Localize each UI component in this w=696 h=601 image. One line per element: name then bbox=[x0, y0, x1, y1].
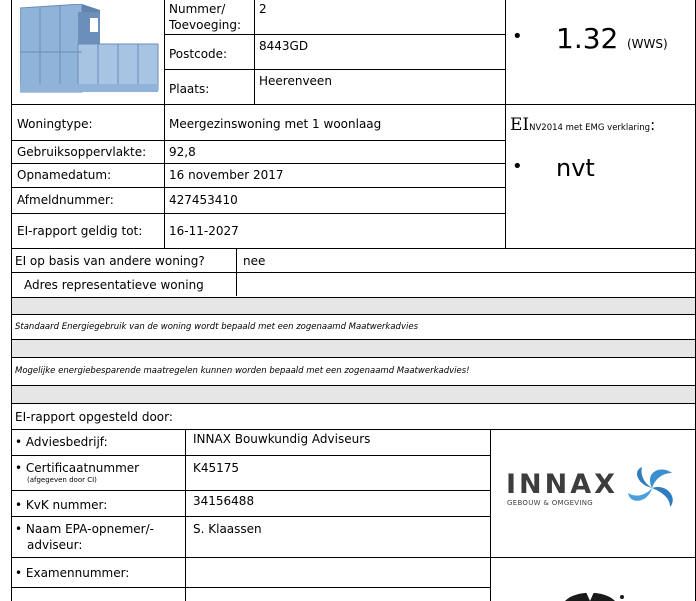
seal-icon bbox=[560, 588, 630, 601]
gray-band bbox=[11, 297, 695, 314]
naam-value: S. Klaassen bbox=[193, 522, 262, 536]
ei-colon: : bbox=[650, 116, 656, 134]
geldig-tot-value: 16-11-2027 bbox=[169, 224, 239, 238]
number-label: Nummer/ bbox=[169, 2, 226, 16]
postcode-label: Postcode: bbox=[169, 47, 228, 61]
logo-name: INNAX bbox=[506, 469, 618, 500]
index-value: 1.32 bbox=[556, 22, 619, 55]
geldig-tot-label: EI-rapport geldig tot: bbox=[17, 224, 143, 238]
number-label-2: Toevoeging: bbox=[169, 18, 242, 32]
opnamedatum-label: Opnamedatum: bbox=[17, 168, 112, 182]
afmeldnummer-label: Afmeldnummer: bbox=[17, 193, 114, 207]
opnamedatum-value: 16 november 2017 bbox=[169, 168, 284, 182]
oppervlakte-label: Gebruiksoppervlakte: bbox=[17, 145, 147, 159]
andere-woning-question: EI op basis van andere woning? bbox=[15, 254, 205, 268]
city-label: Plaats: bbox=[169, 82, 210, 96]
naam-label-2: adviseur: bbox=[27, 538, 83, 552]
representatieve-woning-label: Adres representatieve woning bbox=[24, 278, 204, 292]
ei-heading bbox=[510, 115, 655, 135]
andere-woning-answer: nee bbox=[243, 254, 266, 268]
certificaat-label: • Certificaatnummer bbox=[15, 461, 140, 475]
kvk-label: • KvK nummer: bbox=[15, 498, 108, 512]
adviesbedrijf-label: • Adviesbedrijf: bbox=[15, 435, 108, 449]
woningtype-label: Woningtype: bbox=[17, 117, 93, 131]
naam-label: • Naam EPA-opnemer/- bbox=[15, 522, 154, 536]
examennummer-label: • Examennummer: bbox=[15, 566, 130, 580]
adviesbedrijf-value: INNAX Bouwkundig Adviseurs bbox=[193, 432, 371, 446]
ei-label: EI bbox=[510, 115, 530, 135]
innax-swirl-icon bbox=[624, 463, 680, 513]
city-value: Heerenveen bbox=[259, 74, 332, 88]
afmeldnummer-value: 427453410 bbox=[169, 193, 238, 207]
measures-note: Mogelijke energiebesparende maatregelen kunnen worden bepaald met een zogenaamd Maatwerkadvies! bbox=[15, 366, 470, 376]
standard-usage-note: Standaard Energiegebruik van de woning wordt bepaald met een zogenaamd Maatwerkadvies bbox=[15, 322, 418, 332]
oppervlakte-value: 92,8 bbox=[169, 145, 196, 159]
index-unit: (WWS) bbox=[627, 37, 668, 51]
gray-band bbox=[11, 385, 695, 403]
bullet: • bbox=[512, 156, 523, 177]
logo-tagline: GEBOUW & OMGEVING bbox=[507, 499, 593, 507]
report-heading: EI-rapport opgesteld door: bbox=[15, 410, 173, 424]
bullet: • bbox=[512, 26, 523, 47]
gray-band bbox=[11, 339, 695, 357]
certificaat-value: K45175 bbox=[193, 461, 240, 475]
ei-sub: NV2014 met EMG verklaring bbox=[529, 123, 651, 133]
certificaat-sublabel: (afgegeven door CI) bbox=[27, 476, 97, 484]
postcode-value: 8443GD bbox=[259, 39, 309, 53]
number-value: 2 bbox=[259, 2, 267, 16]
ei-value: nvt bbox=[556, 154, 595, 182]
kvk-value: 34156488 bbox=[193, 494, 255, 508]
woningtype-value: Meergezinswoning met 1 woonlaag bbox=[169, 117, 382, 131]
building-icon bbox=[20, 4, 160, 96]
